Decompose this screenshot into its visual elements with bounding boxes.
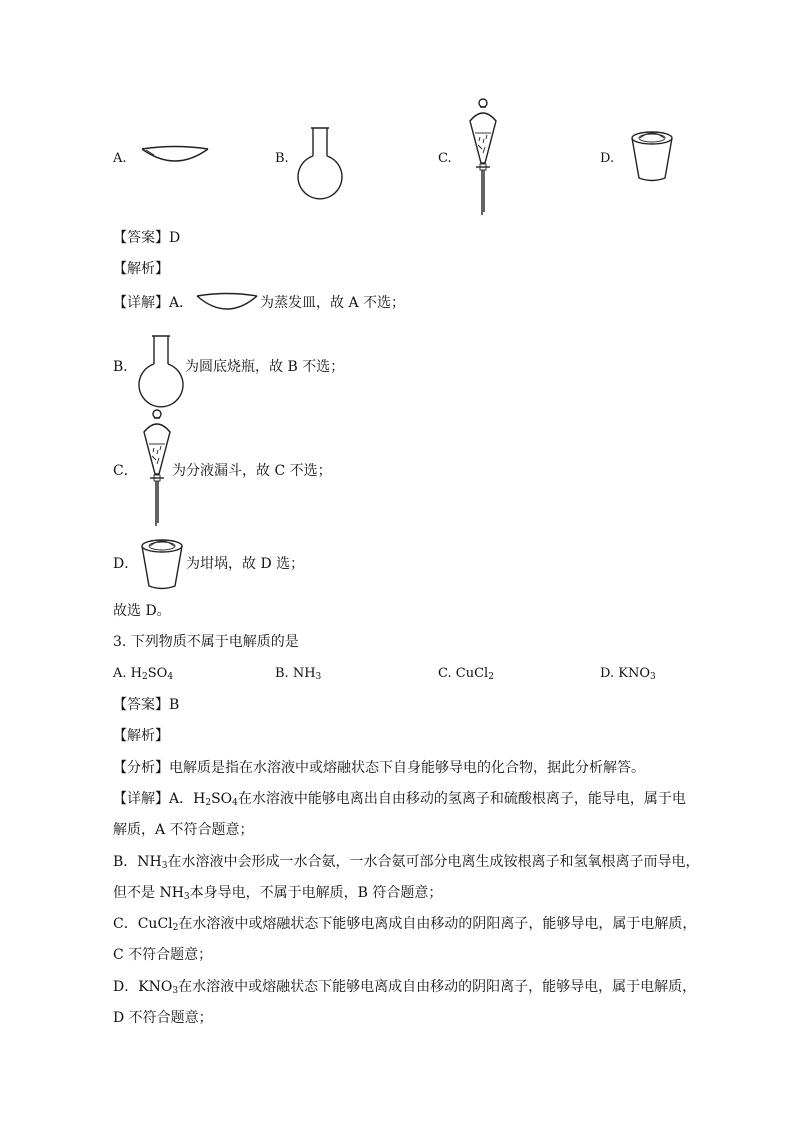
q2-detail-d-prefix: D． (113, 556, 139, 572)
q3-option-b: B. $NH_3$ (275, 666, 322, 682)
q2-detail-b-prefix: B． (113, 359, 138, 375)
q3-detail-b-line2: 但不是 $NH_3$本身导电，不属于电解质，B 符合题意； (113, 885, 443, 902)
q2-conclusion: 故选 D。 (113, 603, 171, 619)
q3-detail-a-line2: 解质，A 不符合题意； (113, 822, 254, 838)
q3-option-a: A. $H_2SO_4$ (113, 666, 174, 682)
detail-a-caption: 为蒸发皿，故 A 不选； (260, 295, 406, 311)
crucible-icon (138, 538, 186, 592)
q2-option-c-letter: C. (438, 151, 452, 166)
detail-tag: 【详解】 (113, 295, 169, 311)
q3-fenxi (113, 758, 645, 778)
fenxi-tag: 【分析】 (113, 760, 169, 776)
answer-tag: 【答案】 (113, 697, 169, 713)
q3-option-c: C. CuCl$_2$ (438, 666, 494, 682)
evaporating-dish-icon (140, 143, 210, 175)
q3-detail-c-line1: C．CuCl$_2$在水溶液中或熔融状态下能够电离成自由移动的阴阳离子，能够导电，属于电解质， (113, 916, 697, 933)
q3-detail-b-line1: B．$NH_3$在水溶液中会形成一水合氨，一水合氨可部分电离生成铵根离子和氢氧根离子而导电， (113, 854, 700, 871)
q2-answer-line (113, 228, 180, 248)
answer-value: D (169, 230, 181, 246)
q3-detail-a-line1: 【详解】A．$H_2SO_4$在水溶液中能够电离出自由移动的氢离子和硫酸根离子，能导电，属于电 (113, 791, 686, 808)
detail-d-caption: 为坩埚，故 D 选； (186, 556, 305, 572)
detail-c-caption: 为分液漏斗，故 C 不选； (172, 463, 332, 479)
q3-answer-line (113, 695, 179, 715)
q2-detail-a (113, 293, 193, 313)
q3-option-d: D. $KNO_3$ (600, 666, 656, 682)
q3-detail-d-line1: D．$KNO_3$在水溶液中或熔融状态下能够电离成自由移动的阴阳离子，能够导电，属于电解质， (113, 979, 697, 996)
detail-tag: 【详解】 (113, 791, 169, 807)
separatory-funnel-icon (140, 408, 174, 530)
q2-option-a-letter: A. (113, 151, 127, 166)
round-bottom-flask-icon (296, 126, 344, 192)
fenxi-text: 电解质是指在水溶液中或熔融状态下自身能够导电的化合物，据此分析解答。 (169, 760, 645, 776)
q2-option-b-letter: B. (275, 151, 289, 166)
separatory-funnel-icon (466, 97, 500, 219)
q2-analysis-tag: 【解析】 (113, 261, 169, 277)
crucible-icon (628, 130, 676, 184)
q3-detail-d-line2: D 不符合题意； (113, 1010, 213, 1026)
q3-analysis-tag: 【解析】 (113, 728, 169, 744)
q2-detail-c-prefix: C． (113, 463, 138, 479)
q3-detail-c-line2: C 不符合题意； (113, 947, 213, 963)
answer-value: B (169, 697, 180, 713)
answer-tag: 【答案】 (113, 230, 169, 246)
detail-b-caption: 为圆底烧瓶，故 B 不选； (185, 359, 345, 375)
detail-a-prefix: A． (169, 295, 194, 311)
evaporating-dish-icon (195, 290, 259, 322)
q2-option-d-letter: D. (600, 151, 615, 166)
round-bottom-flask-icon (137, 334, 185, 400)
q3-stem: 3. 下列物质不属于电解质的是 (113, 634, 299, 650)
